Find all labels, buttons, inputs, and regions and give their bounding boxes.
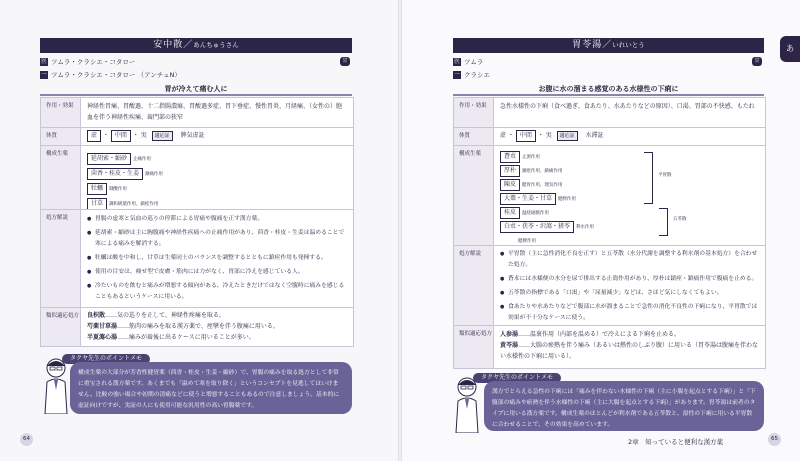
group-bracket-2	[659, 208, 668, 236]
list-item: ● 食あたりや水あたりなどで腹部に水が溜まることで急性の消化不良性の下痢になり、平胃散では効果が不十分なケースに使う。	[500, 302, 759, 324]
right-herbs-row	[453, 145, 766, 246]
list-item: 陳皮 健胃作用、理気作用	[500, 178, 759, 192]
left-memo: 構成生薬の大部分が芳香性健胃薬（茴香・桂皮・生姜・縮砂）で、胃腸の痛みを取る処方として非常に重宝される漢方薬です。あくまでも「温めて寒を取り除く」というコンセプトを見逃してはいけません。比較の強い場合や初期の清痛などに使うと増悪することもあるので注意しましょう。基本的に虚証向けですが、実証の人にも使用可能な汎用性の高い胃腸薬です。	[70, 362, 352, 414]
right-similar-row	[453, 325, 766, 369]
list-item: 牡蠣 制酸作用	[87, 182, 347, 197]
list-item: 茴香・桂皮・生姜 鎮痛作用	[87, 167, 347, 182]
list-item: ● 五苓散の指標である「口渇」や「尿量減少」などは、さほど気にしなくてもよい。	[500, 288, 759, 299]
right-syndrome: 水滞証	[585, 132, 604, 139]
left-reading: あんちゅうさん	[193, 41, 239, 49]
group-label-1: 平胃散	[658, 173, 672, 178]
list-item: 大棗・生姜・甘草 健脾作用	[500, 192, 759, 206]
list-item: 健脾作用	[518, 239, 536, 244]
list-item: ● 冷たいものを飲むと痛みが増悪する傾向がある、冷えたときだけではなく空腹時に痛みを感じることもあるというケースに用いる。	[87, 281, 347, 303]
left-similar-list	[87, 310, 347, 343]
left-title: 安中散	[153, 40, 184, 50]
left-effect-label: 作用・効果	[41, 98, 81, 127]
left-herb-list	[87, 152, 347, 212]
right-memo: 漢方でとらえる急性の下痢には「痛みを伴わない水様性の下痢（主に小腸を起点とする下痢）」と「下腹部の痛みや瘀熱を伴う水様性の下痢（主に大腸を起点とする下痢）」があります。胃苓湯は前者のタイプに用いる漢方薬です。構成生薬のほとんどが利水剤である五苓散と、湿性の下痢に用いる平胃散に合わせることで、その効果を高めています。	[484, 381, 764, 431]
left-crude2: 一 ツムラ・クラシエ・コタロー （アンチュN）	[41, 71, 181, 79]
left-body-types: 虚 ・ 中間 ・ 実 適応証 脾気虚証	[87, 130, 347, 142]
left-herbs-row	[40, 145, 354, 210]
list-item: ● 平胃散（主に急性消化不良を正す）と五苓散（水分代謝を調整する利水剤の基本処方）を合わせた処方。	[500, 249, 759, 271]
right-analysis-row	[453, 245, 766, 326]
left-herbs-label: 構成生薬	[41, 146, 81, 209]
list-item: ● 牡蠣は酸を中和し、甘草は生薬同士のバランスを調整するとともに鎮痙作用も発揮する。	[87, 253, 347, 264]
left-badge-icon: 甘	[340, 57, 350, 66]
right-crude2: 一 クラシエ	[454, 71, 490, 79]
right-effect-row	[453, 97, 766, 128]
left-crude1: 医 ツムラ・クラシエ・コタロー	[41, 58, 136, 66]
right-body-types: 虚 ・ 中間 ・ 実 適応証 水滞証	[500, 130, 759, 142]
right-similar-label: 類似適応処方	[454, 326, 494, 368]
list-item: 蒼朮 止瀉作用	[500, 150, 759, 164]
left-body-label: 体質	[41, 128, 81, 145]
left-body-row	[40, 127, 354, 146]
list-item: 人参湯……温裏作用（内部を温める）で冷えによる下痢を止める。	[500, 331, 681, 338]
right-analysis-list	[500, 249, 759, 327]
right-effect-text: 急性水様性の下痢（食べ過ぎ、食あたり、水あたりなどの原因）、口渇、胃部の不快感、もたれ	[500, 103, 755, 110]
right-similar-list	[500, 329, 759, 362]
right-herb-list	[500, 150, 759, 248]
right-badge-icon: 甘	[752, 57, 762, 66]
right-title-bar: 胃苓湯／いれいとう	[453, 38, 764, 53]
list-item: 半夏瀉心湯……痛みが齒後に出るケースに用いることが多い。	[87, 334, 255, 341]
right-herbs-label: 構成生薬	[454, 146, 494, 245]
right-memo-title: タクヤ先生のポイントメモ	[473, 373, 561, 383]
index-tab: あ	[780, 36, 800, 62]
left-similar-label: 類似適応処方	[41, 308, 81, 346]
left-memo-title: タクヤ先生のポイントメモ	[62, 354, 150, 364]
list-item: 芍薬甘草湯……筋肉の痛みを取る漢方薬で、痙攣を伴う腹痛に用いる。	[87, 323, 279, 330]
left-page-number: 64	[20, 433, 33, 446]
right-syndrome-label: 適応証	[557, 131, 578, 141]
left-effect-text: 神経性胃痛、胃酸過、十二指腸潰瘍、胃酸過多症、胃下垂症、慢性胃炎、月経痛、（女性の）胞血を伴う神経性疾痛、齒門部の狭窄	[87, 103, 343, 121]
right-analysis-label: 処方解説	[454, 246, 494, 325]
list-item: 延胡索・縮砂 止痛作用	[87, 152, 347, 167]
right-page-number: 65	[768, 433, 781, 446]
list-item: ● 使用の目安は、痩せ型で皮膚・筋肉には力がなく、胃部に冷えを感じている人。	[87, 267, 347, 278]
teacher-illustration-icon	[453, 375, 481, 433]
left-subtitle: 胃が冷えて痛む人に	[40, 84, 352, 96]
list-item: ● 延胡索・縮砂は主に胸腹痛や神経性疾痛への止痛作用があり、茴香・桂皮・生姜は温めることで寒による痛みを解消する。	[87, 228, 347, 250]
left-syndrome: 脾気虚証	[180, 132, 205, 139]
list-item: 黄芩湯……大腸の瘀熱を伴う痛み（あるいは熱性のしぶり腹）に用いる（胃苓湯は腹痛を伴わない水様性の下痢に用いる）。	[500, 342, 759, 360]
list-item: 白朮・茯苓・沢瀉・猪苓 利水作用	[500, 220, 759, 234]
book-gutter	[398, 0, 402, 461]
left-analysis-label: 処方解説	[41, 210, 81, 307]
list-item: ● 胃腸の虚寒と気血の巡りの停滞による胃痛や腹痛を正す漢方薬。	[87, 214, 347, 225]
group-bracket-1	[644, 152, 653, 204]
right-title: 胃苓湯	[572, 40, 603, 50]
list-item: 厚朴 鎮痙作用、鎮痛作用	[500, 164, 759, 178]
list-item: 甘草 調和緩薬作用、鎮痙作用	[87, 197, 347, 212]
right-reading: いれいとう	[612, 41, 645, 49]
left-syndrome-label: 適応証	[152, 131, 173, 141]
chapter-footer: 2章 知っていると便利な漢方薬	[628, 438, 724, 446]
list-item: 桂皮 温経通脈作用	[500, 206, 759, 220]
left-similar-row	[40, 307, 354, 347]
right-effect-label: 作用・効果	[454, 98, 494, 127]
list-item: 良枳散……気の巡りを正して、神経性疼痛を取る。	[87, 312, 225, 319]
right-subtitle: お腹に水の溜まる感覚のある水様性の下痢に	[453, 84, 764, 96]
group-label-2: 五苓散	[673, 217, 687, 222]
left-analysis-list	[87, 214, 347, 306]
right-crude1: 医 ツムラ	[454, 58, 484, 66]
right-body-label: 体質	[454, 128, 494, 145]
teacher-illustration-icon	[42, 356, 70, 414]
left-effect-row	[40, 97, 354, 128]
left-title-bar: 安中散／あんちゅうさん	[40, 38, 352, 53]
right-body-row	[453, 127, 766, 146]
left-analysis-row	[40, 209, 354, 308]
list-item: ● 蒼朮には水様便の水分を尿で排出する止瀉作用があり、厚朴は鎮痙・鎮痛作用で腹痛を止める。	[500, 274, 759, 285]
